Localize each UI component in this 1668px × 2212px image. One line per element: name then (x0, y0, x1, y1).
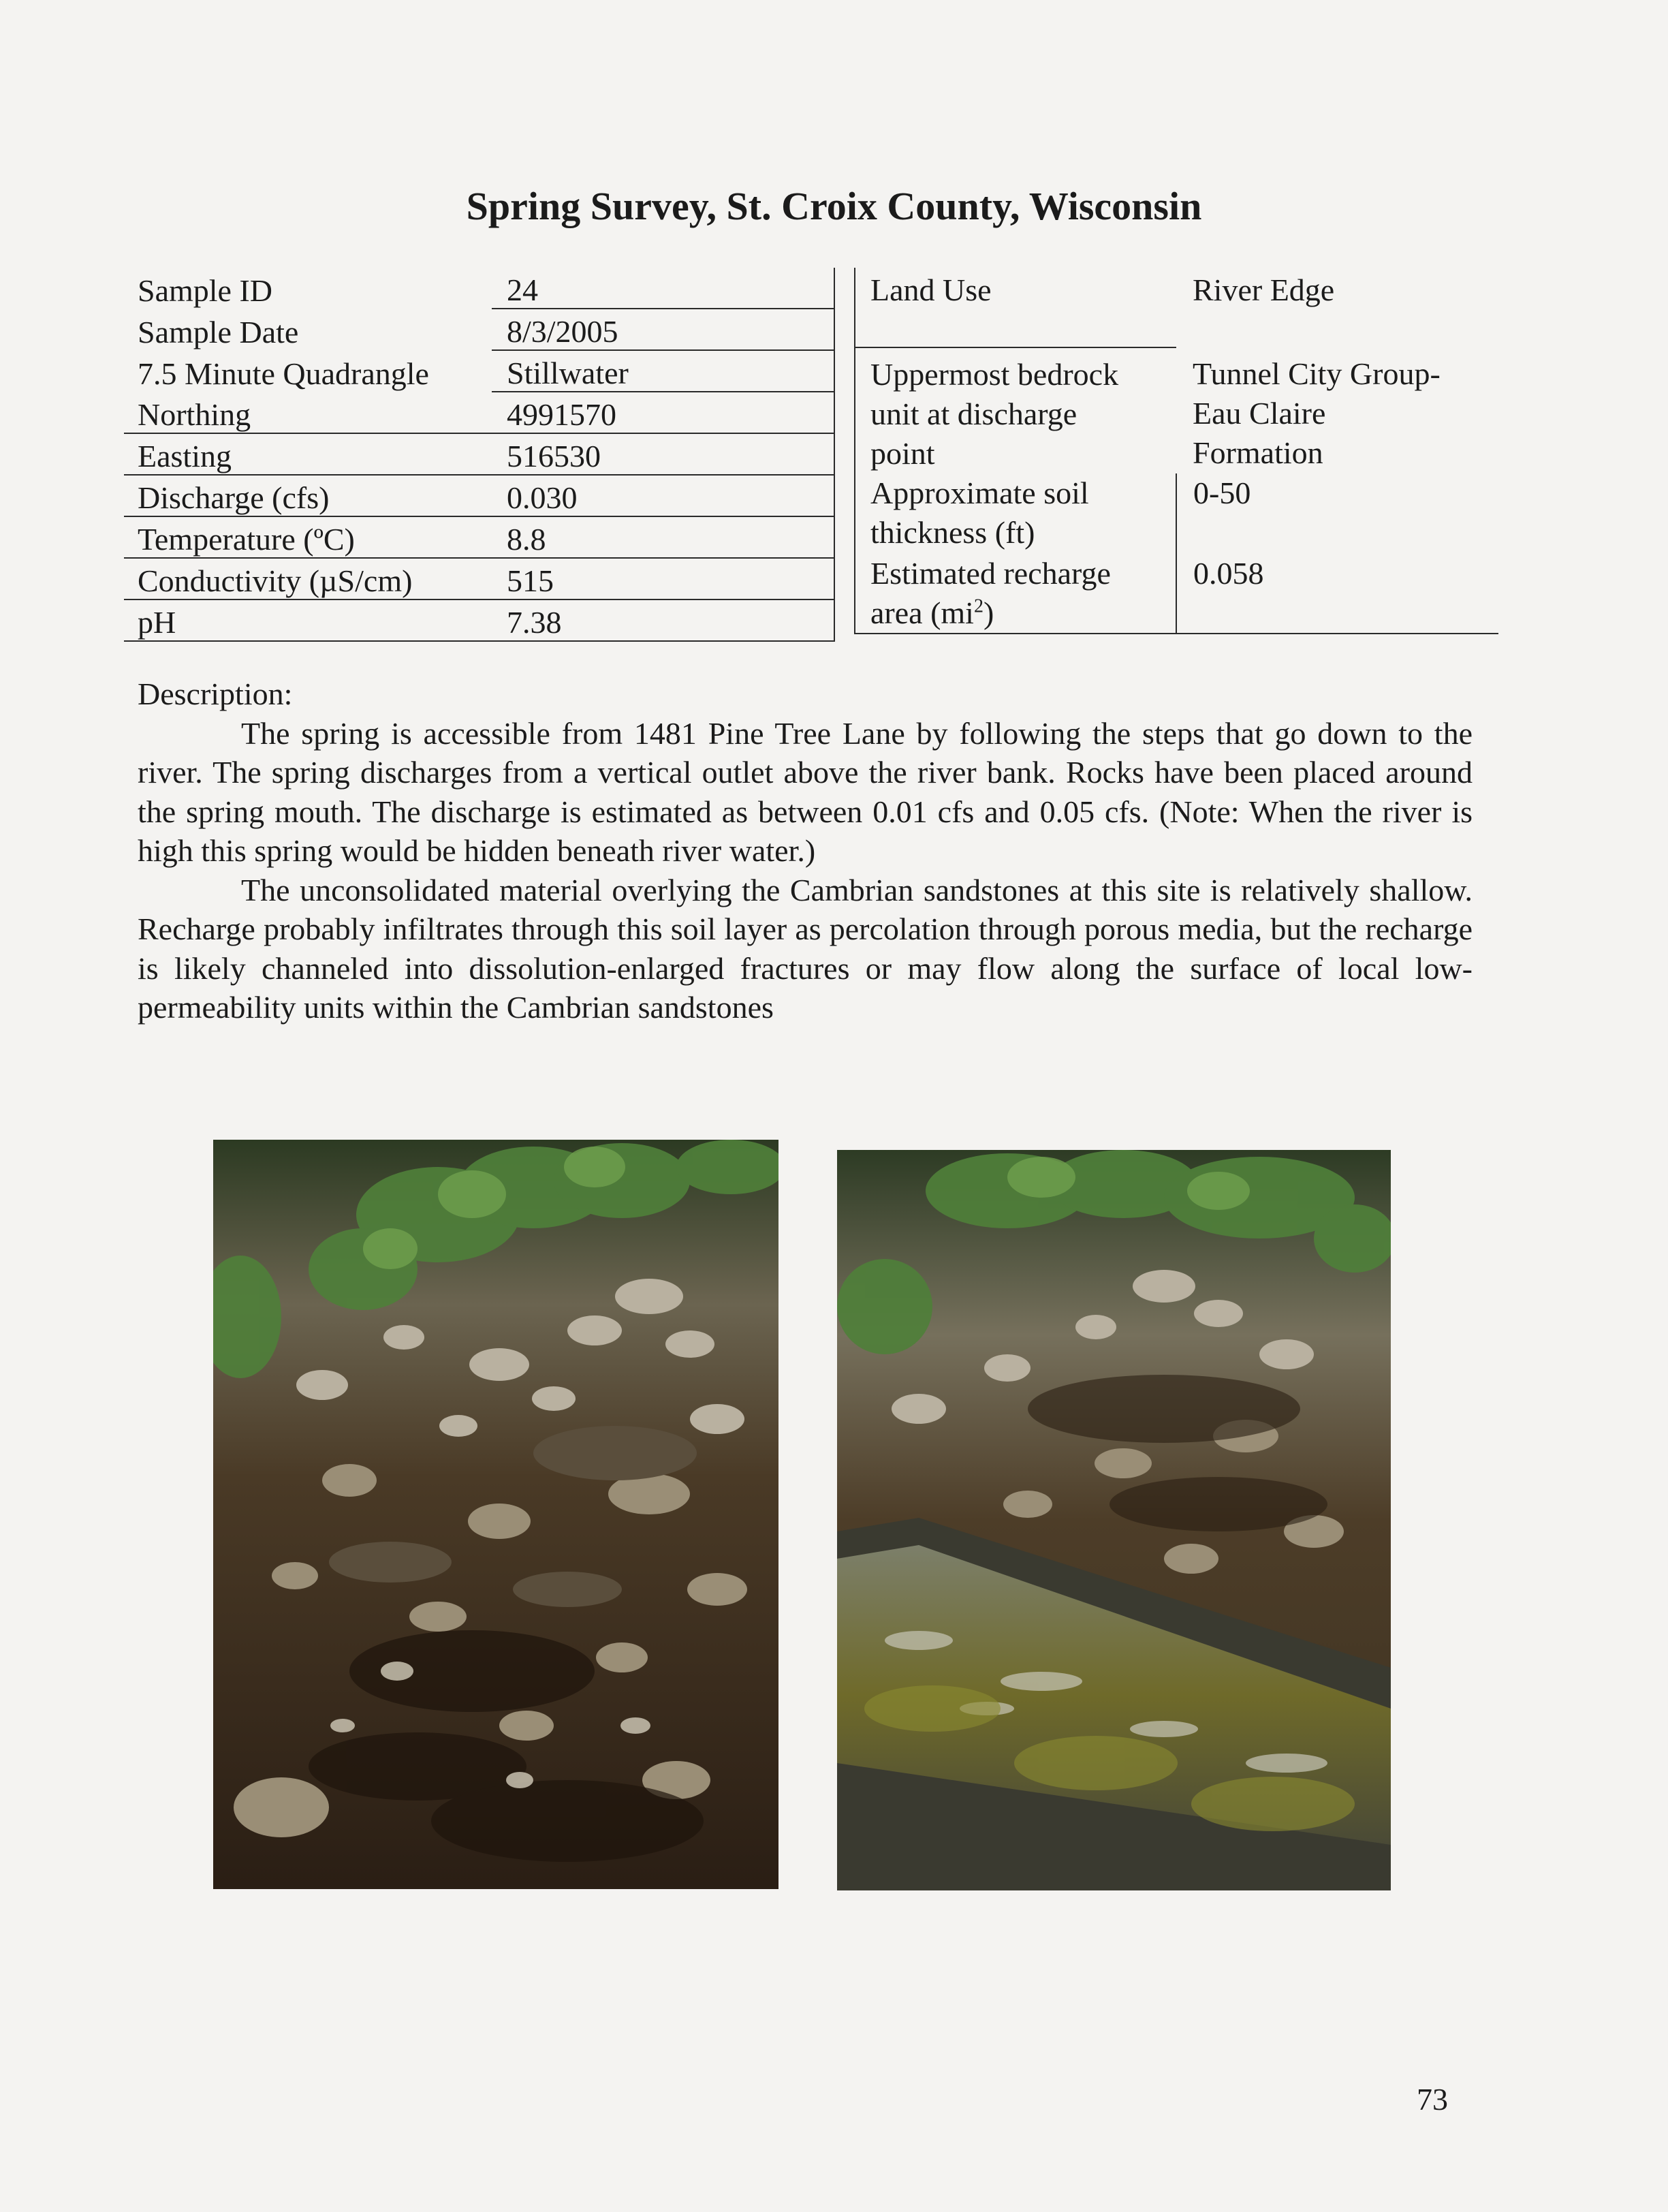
bedrock-label-line: Uppermost bedrock (870, 357, 1119, 392)
quadrangle-value: Stillwater (492, 350, 834, 392)
northing-value: 4991570 (492, 392, 834, 433)
land-use-label: Land Use (855, 268, 1176, 347)
soil-label-line: Approximate soil (870, 476, 1089, 510)
table-row (124, 309, 834, 350)
description-paragraph: The spring is accessible from 1481 Pine Tree Lane by following the steps that go down to the river. The spring discharges from a vertical outlet above the river bank. Rocks have been placed around the spring mouth. The discharge is estimated as between 0.01 cfs and 0.05 cfs. (Note: When the river is high this spring would be hidden beneath river water.) (138, 715, 1473, 868)
sample-date-label: Sample Date (138, 315, 299, 349)
table-row (124, 599, 834, 641)
soil-thickness-value: 0-50 (1176, 473, 1498, 554)
discharge-label: Discharge (cfs) (124, 475, 492, 516)
bedrock-label-line: point (870, 436, 935, 471)
spring-log-photo-image (837, 1150, 1391, 1890)
soil-label-line: thickness (ft) (870, 515, 1035, 550)
table-row (124, 433, 834, 475)
table-row (855, 347, 1498, 473)
spring-outlet-photo (213, 1140, 778, 1889)
site-info-table (854, 268, 1498, 634)
table-row (124, 475, 834, 516)
table-row (855, 473, 1498, 554)
table-row (124, 516, 834, 558)
sample-date-value: 8/3/2005 (492, 309, 834, 350)
land-use-value: River Edge (1193, 272, 1335, 307)
page-title: Spring Survey, St. Croix County, Wisconsin (466, 184, 1202, 228)
quadrangle-label: 7.5 Minute Quadrangle (138, 356, 429, 391)
conductivity-value: 515 (492, 558, 834, 599)
table-row (855, 268, 1498, 347)
temperature-label: Temperature (ºC) (124, 516, 492, 558)
recharge-area-value: 0.058 (1176, 554, 1498, 634)
bedrock-value-line: Formation (1193, 435, 1323, 470)
table-row (124, 350, 834, 392)
conductivity-label: Conductivity (µS/cm) (124, 558, 492, 599)
sample-id-value: 24 (492, 268, 834, 309)
spring-outlet-photo-image (213, 1140, 778, 1889)
ph-value: 7.38 (492, 599, 834, 641)
easting-value: 516530 (492, 433, 834, 475)
recharge-label-line: Estimated recharge (870, 556, 1111, 591)
recharge-label-line (870, 593, 1176, 633)
bedrock-value-line: Tunnel City Group- (1193, 356, 1441, 391)
recharge-unit-close: ) (983, 595, 994, 630)
sample-data-table (124, 268, 835, 642)
recharge-unit-superscript: 2 (973, 595, 984, 617)
soil-thickness-label (855, 473, 1176, 554)
table-row (124, 392, 834, 433)
sample-id-label: Sample ID (138, 273, 273, 308)
discharge-value: 0.030 (492, 475, 834, 516)
easting-label: Easting (124, 433, 492, 475)
bedrock-value (1176, 347, 1498, 473)
bedrock-label-line: unit at discharge (870, 396, 1077, 431)
table-row (124, 558, 834, 599)
northing-label: Northing (124, 392, 492, 433)
temperature-value: 8.8 (492, 516, 834, 558)
spring-log-photo (837, 1150, 1391, 1890)
page-number: 73 (1417, 2082, 1448, 2117)
recharge-unit-text: area (mi (870, 595, 974, 630)
table-row (855, 554, 1498, 634)
recharge-area-label (855, 554, 1176, 634)
bedrock-value-line: Eau Claire (1193, 396, 1326, 431)
ph-label: pH (124, 599, 492, 641)
description-heading: Description: (138, 676, 293, 711)
table-row (124, 268, 834, 309)
description-section (138, 674, 1473, 1027)
bedrock-label (855, 347, 1176, 473)
description-paragraph: The unconsolidated material overlying the Cambrian sandstones at this site is relatively shallow. Recharge probably infiltrates through this soil layer as percolation through porous media, but the recharge is likely channeled into dissolution-enlarged fractures or may flow along the surface of local low-permeability units within the Cambrian sandstones (138, 872, 1473, 1025)
